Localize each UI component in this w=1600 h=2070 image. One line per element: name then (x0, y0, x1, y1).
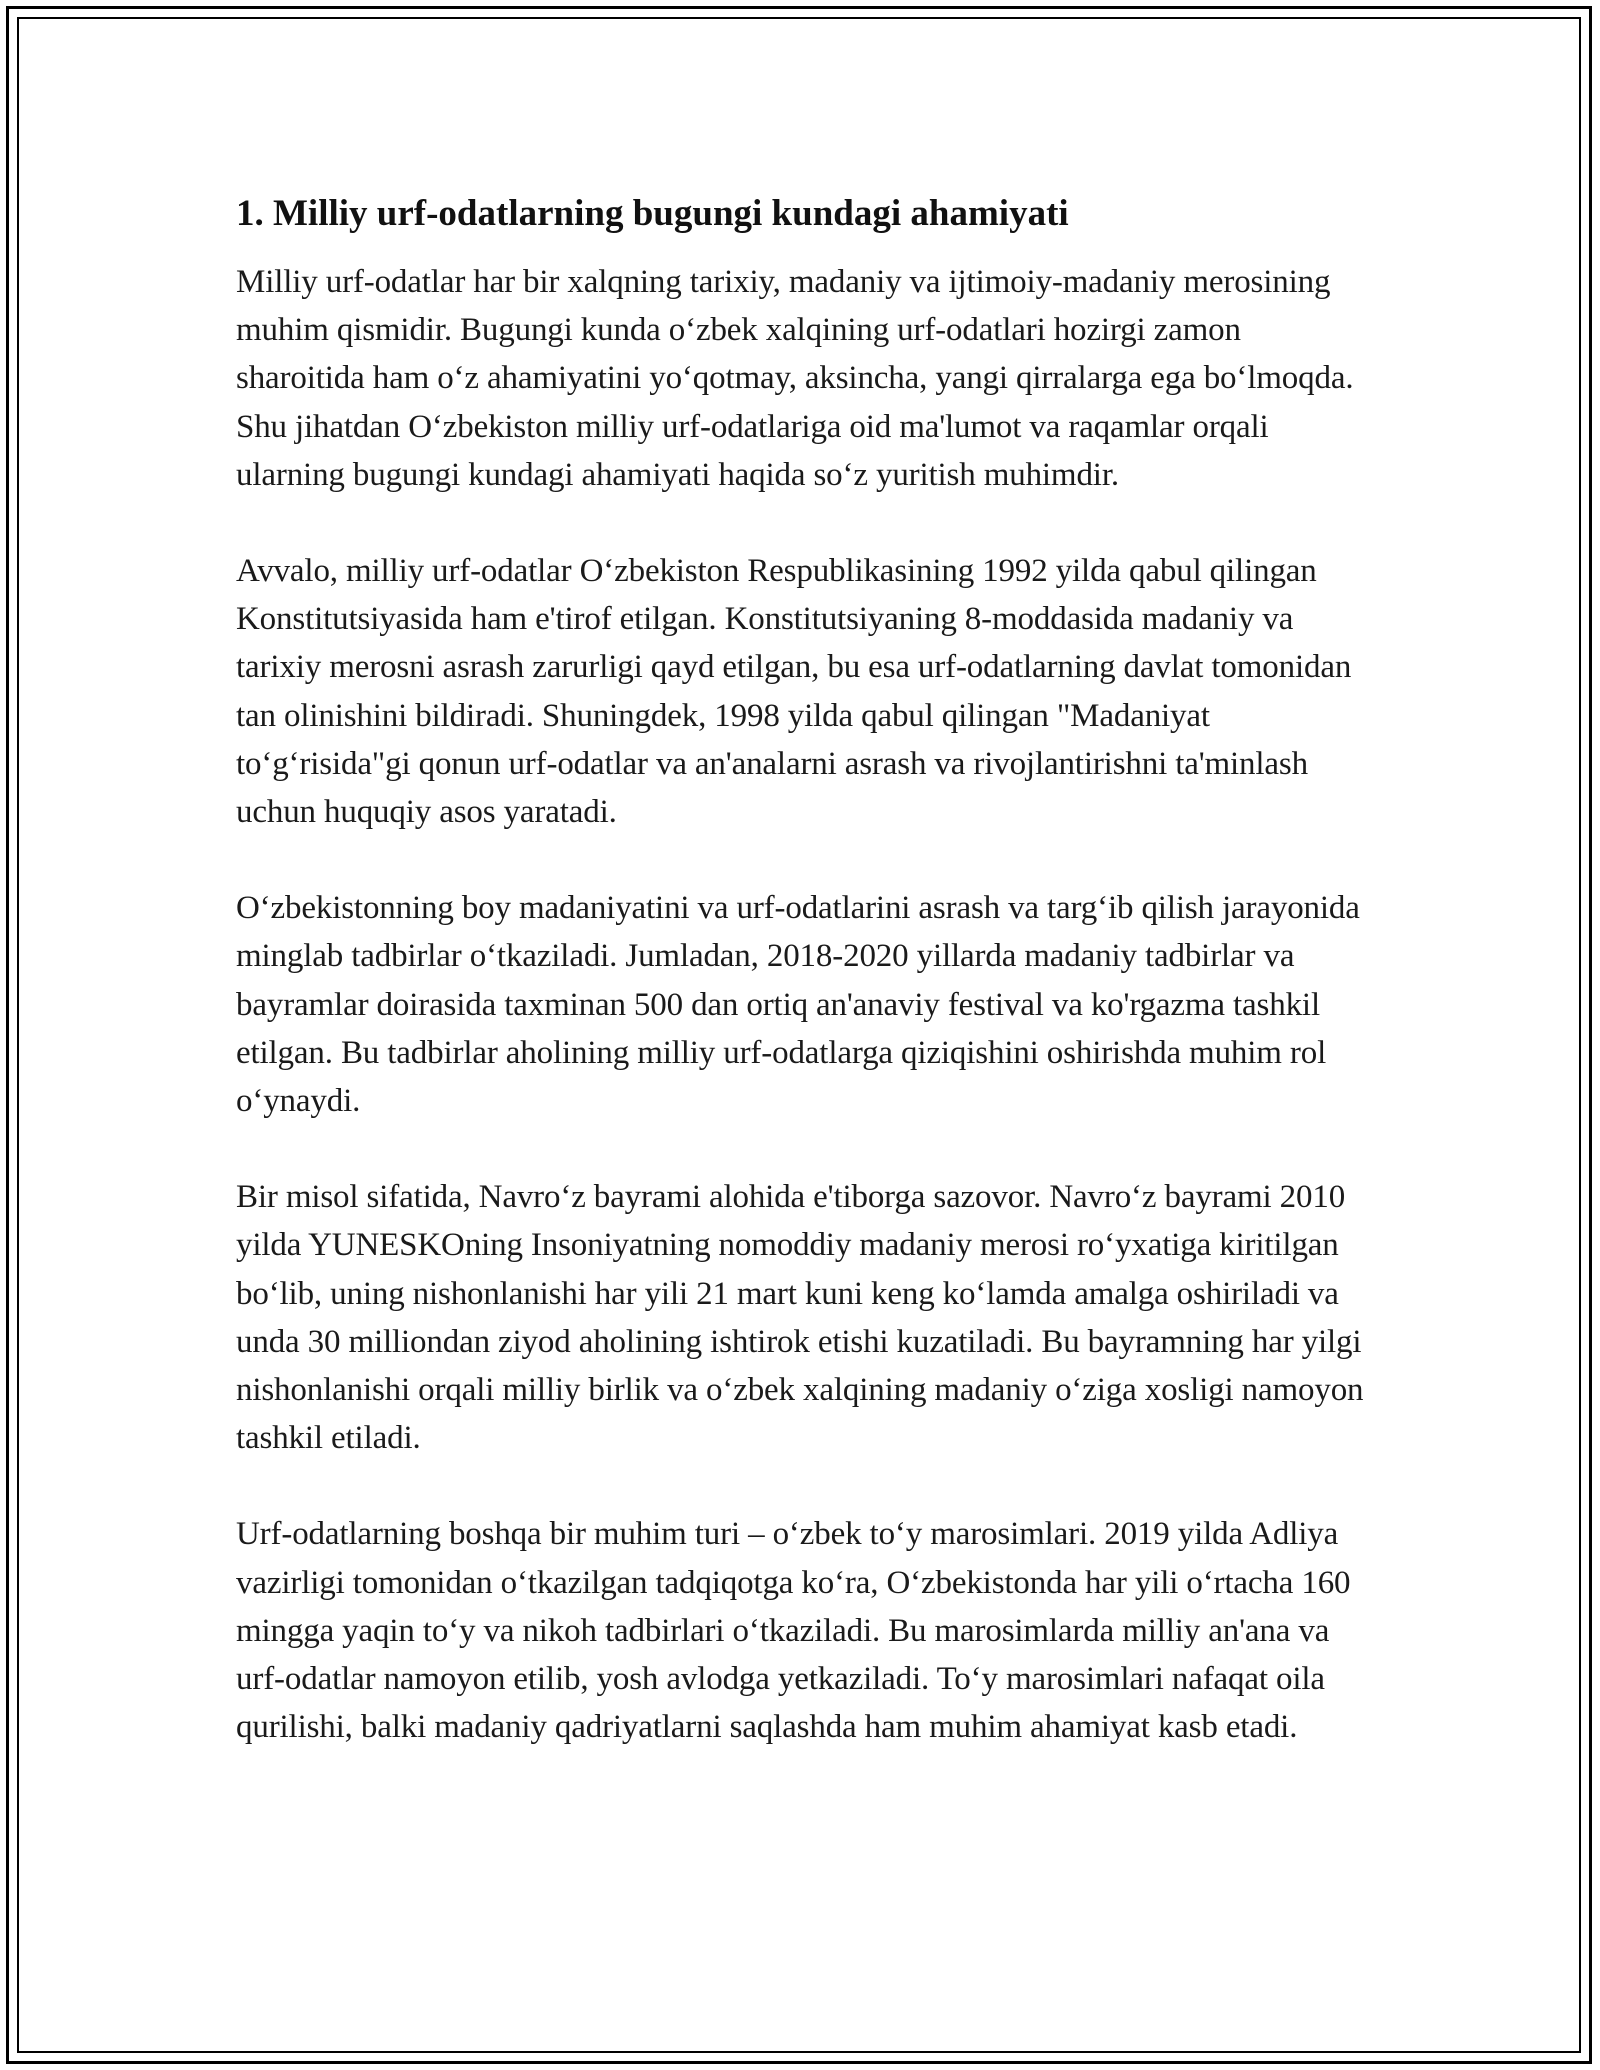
document-body (236, 190, 1376, 1751)
paragraph-weddings: Urf-odatlarning boshqa bir muhim turi – o‘zbek to‘y marosimlari. 2019 yilda Adliya vazirligi tomonidan o‘tkazilgan tadqiqotga ko‘ra, O‘zbekistonda har yili o‘rtacha 160 mingga yaqin to‘y va nikoh tadbirlari o‘tkaziladi. Bu marosimlarda milliy an'ana va urf-odatlar namoyon etilib, yosh avlodga yetkaziladi. To‘y marosimlari nafaqat oila qurilishi, balki madaniy qadriyatlarni saqlashda ham muhim ahamiyat kasb etadi. (236, 1516, 1351, 1746)
paragraph-constitution: Avvalo, milliy urf-odatlar O‘zbekiston Respublikasining 1992 yilda qabul qilingan Konstitutsiyasida ham e'tirof etilgan. Konstitutsiyaning 8-moddasida madaniy va tarixiy merosni asrash zarurligi qayd etilgan, bu esa urf-odatlarning davlat tomonidan tan olinishini bildiradi. Shuningdek, 1998 yilda qabul qilingan "Madaniyat to‘g‘risida"gi qonun urf-odatlar va an'analarni asrash va rivojlantirishni ta'minlash uchun huquqiy asos yaratadi. (236, 553, 1352, 831)
paragraph-events: O‘zbekistonning boy madaniyatini va urf-odatlarini asrash va targ‘ib qilish jarayonida minglab tadbirlar o‘tkaziladi. Jumladan, 2018-2020 yillarda madaniy tadbirlar va bayramlar doirasida taxminan 500 dan ortiq an'anaviy festival va ko'rgazma tashkil etilgan. Bu tadbirlar aholining milliy urf-odatlarga qiziqishini oshirishda muhim rol o‘ynaydi. (236, 890, 1360, 1120)
section-heading: 1. Milliy urf-odatlarning bugungi kundagi ahamiyati (236, 193, 1069, 234)
paragraph-intro: Milliy urf-odatlar har bir xalqning tarixiy, madaniy va ijtimoiy-madaniy merosining muhim qismidir. Bugungi kunda o‘zbek xalqining urf-odatlari hozirgi zamon sharoitida ham o‘z ahamiyatini yo‘qotmay, aksincha, yangi qirralarga ega bo‘lmoqda. Shu jihatdan O‘zbekiston milliy urf-odatlariga oid ma'lumot va raqamlar orqali ularning bugungi kundagi ahamiyati haqida so‘z yuritish muhimdir. (236, 264, 1354, 493)
paragraph-navruz: Bir misol sifatida, Navro‘z bayrami alohida e'tiborga sazovor. Navro‘z bayrami 2010 yilda YUNESKOning Insoniyatning nomoddiy madaniy merosi ro‘yxatiga kiritilgan bo‘lib, uning nishonlanishi har yili 21 mart kuni keng ko‘lamda amalga oshiriladi va unda 30 milliondan ziyod aholining ishtirok etishi kuzatiladi. Bu bayramning har yilgi nishonlanishi orqali milliy birlik va o‘zbek xalqining madaniy o‘ziga xosligi namoyon tashkil etiladi. (236, 1179, 1364, 1457)
